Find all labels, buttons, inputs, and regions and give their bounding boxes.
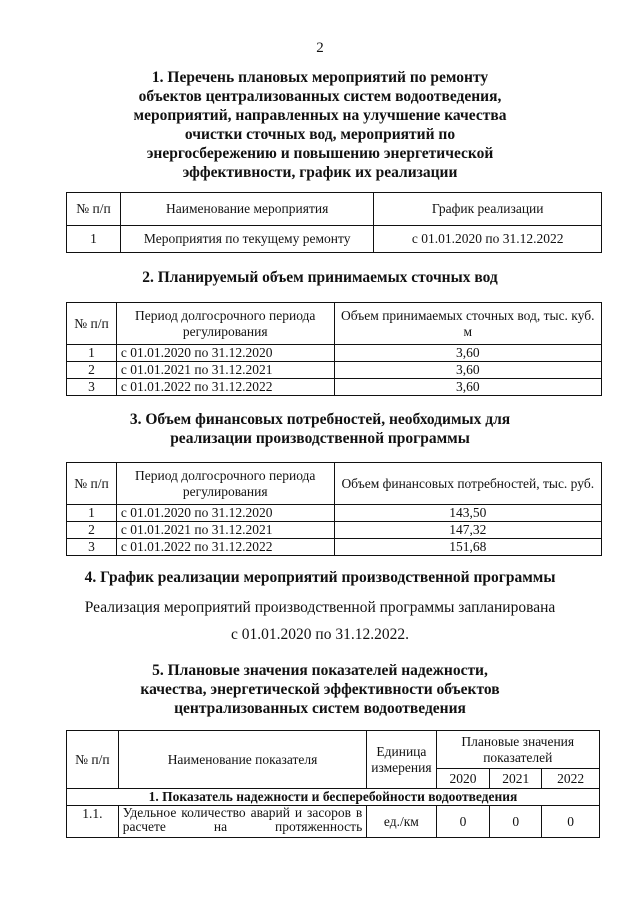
table-financial-needs — [66, 462, 602, 556]
section-5-heading — [60, 661, 580, 718]
cell-period: с 01.01.2022 по 31.12.2022 — [116, 539, 334, 556]
heading-line: централизованных систем водоотведения — [174, 700, 466, 717]
header-year: 2022 — [542, 769, 600, 789]
heading-line: 5. Плановые значения показателей надежности, — [152, 662, 488, 679]
cell-activity: Мероприятия по текущему ремонту — [120, 226, 374, 253]
heading-line: объектов централизованных систем водоотведения, — [138, 88, 502, 105]
heading-line: энергосбережению и повышению энергетической — [146, 145, 494, 162]
table-header-row — [67, 303, 602, 345]
cell-volume: 3,60 — [334, 345, 601, 362]
section-4-paragraph-line-1: Реализация мероприятий производственной программы запланирована — [84, 599, 556, 616]
heading-line: 3. Объем финансовых потребностей, необходимых для — [129, 411, 511, 428]
page-number: 2 — [316, 40, 324, 56]
header-cell: № п/п — [67, 303, 117, 345]
section-4-paragraph-line-2: с 01.01.2020 по 31.12.2022. — [231, 626, 409, 643]
group-title: 1. Показатель надежности и бесперебойности водоотведения — [67, 789, 600, 806]
cell-period: с 01.01.2020 по 31.12.2020 — [116, 345, 334, 362]
cell-period: с 01.01.2021 по 31.12.2021 — [116, 362, 334, 379]
header-cell: Плановые значения показателей — [436, 731, 599, 769]
table-header-row — [67, 193, 602, 226]
header-cell: № п/п — [67, 463, 117, 505]
cell-amount: 147,32 — [334, 522, 601, 539]
header-cell: График реализации — [374, 193, 602, 226]
header-cell: № п/п — [67, 193, 121, 226]
heading-line: качества, энергетической эффективности объектов — [140, 681, 500, 698]
table-row — [67, 379, 602, 396]
header-year: 2021 — [490, 769, 542, 789]
header-cell: Единица измерения — [367, 731, 436, 789]
table-row — [67, 226, 602, 253]
cell-period: с 01.01.2021 по 31.12.2021 — [116, 522, 334, 539]
header-cell: Наименование мероприятия — [120, 193, 374, 226]
cell-indicator-name: Удельное количество аварий и засоров в расчете на протяженность — [118, 806, 366, 838]
cell-volume: 3,60 — [334, 379, 601, 396]
table-indicators — [66, 730, 600, 838]
cell-num: 2 — [67, 362, 117, 379]
header-cell: Объем принимаемых сточных вод, тыс. куб. м — [334, 303, 601, 345]
header-cell: Объем финансовых потребностей, тыс. руб. — [334, 463, 601, 505]
cell-num: 2 — [67, 522, 117, 539]
cell-schedule: с 01.01.2020 по 31.12.2022 — [374, 226, 602, 253]
header-cell: № п/п — [67, 731, 119, 789]
heading-line: реализации производственной программы — [170, 430, 470, 447]
cell-num: 3 — [67, 539, 117, 556]
header-cell: Наименование показателя — [118, 731, 366, 789]
section-2-heading — [60, 268, 580, 287]
heading-line: 1. Перечень плановых мероприятий по ремонту — [151, 69, 489, 86]
cell-period: с 01.01.2022 по 31.12.2022 — [116, 379, 334, 396]
cell-amount: 143,50 — [334, 505, 601, 522]
table-wastewater-volume — [66, 302, 602, 396]
cell-value: 0 — [436, 806, 490, 838]
table-header-row — [67, 463, 602, 505]
table-row — [67, 362, 602, 379]
cell-amount: 151,68 — [334, 539, 601, 556]
header-year: 2020 — [436, 769, 490, 789]
table-group-row — [67, 789, 600, 806]
cell-volume: 3,60 — [334, 362, 601, 379]
section-4-heading — [40, 568, 600, 587]
cell-unit: ед./км — [367, 806, 436, 838]
section-1-heading — [60, 68, 580, 182]
table-header-row — [67, 731, 600, 769]
table-row — [67, 522, 602, 539]
heading-line: эффективности, график их реализации — [182, 164, 458, 181]
table-row — [67, 345, 602, 362]
header-cell: Период долгосрочного периода регулирования — [116, 303, 334, 345]
cell-value: 0 — [542, 806, 600, 838]
table-row — [67, 806, 600, 838]
table-activities — [66, 192, 602, 253]
heading-line: очистки сточных вод, мероприятий по — [184, 126, 456, 143]
cell-num: 1 — [67, 505, 117, 522]
table-row — [67, 539, 602, 556]
heading-line: мероприятий, направленных на улучшение качества — [133, 107, 507, 124]
cell-num: 1 — [67, 226, 121, 253]
section-3-heading — [60, 410, 580, 448]
table-row — [67, 505, 602, 522]
cell-num: 3 — [67, 379, 117, 396]
header-cell: Период долгосрочного периода регулирования — [116, 463, 334, 505]
cell-period: с 01.01.2020 по 31.12.2020 — [116, 505, 334, 522]
cell-num: 1 — [67, 345, 117, 362]
cell-num: 1.1. — [67, 806, 119, 838]
heading-line: 4. График реализации мероприятий производственной программы — [84, 569, 556, 586]
cell-value: 0 — [490, 806, 542, 838]
heading-line: 2. Планируемый объем принимаемых сточных вод — [142, 269, 498, 286]
